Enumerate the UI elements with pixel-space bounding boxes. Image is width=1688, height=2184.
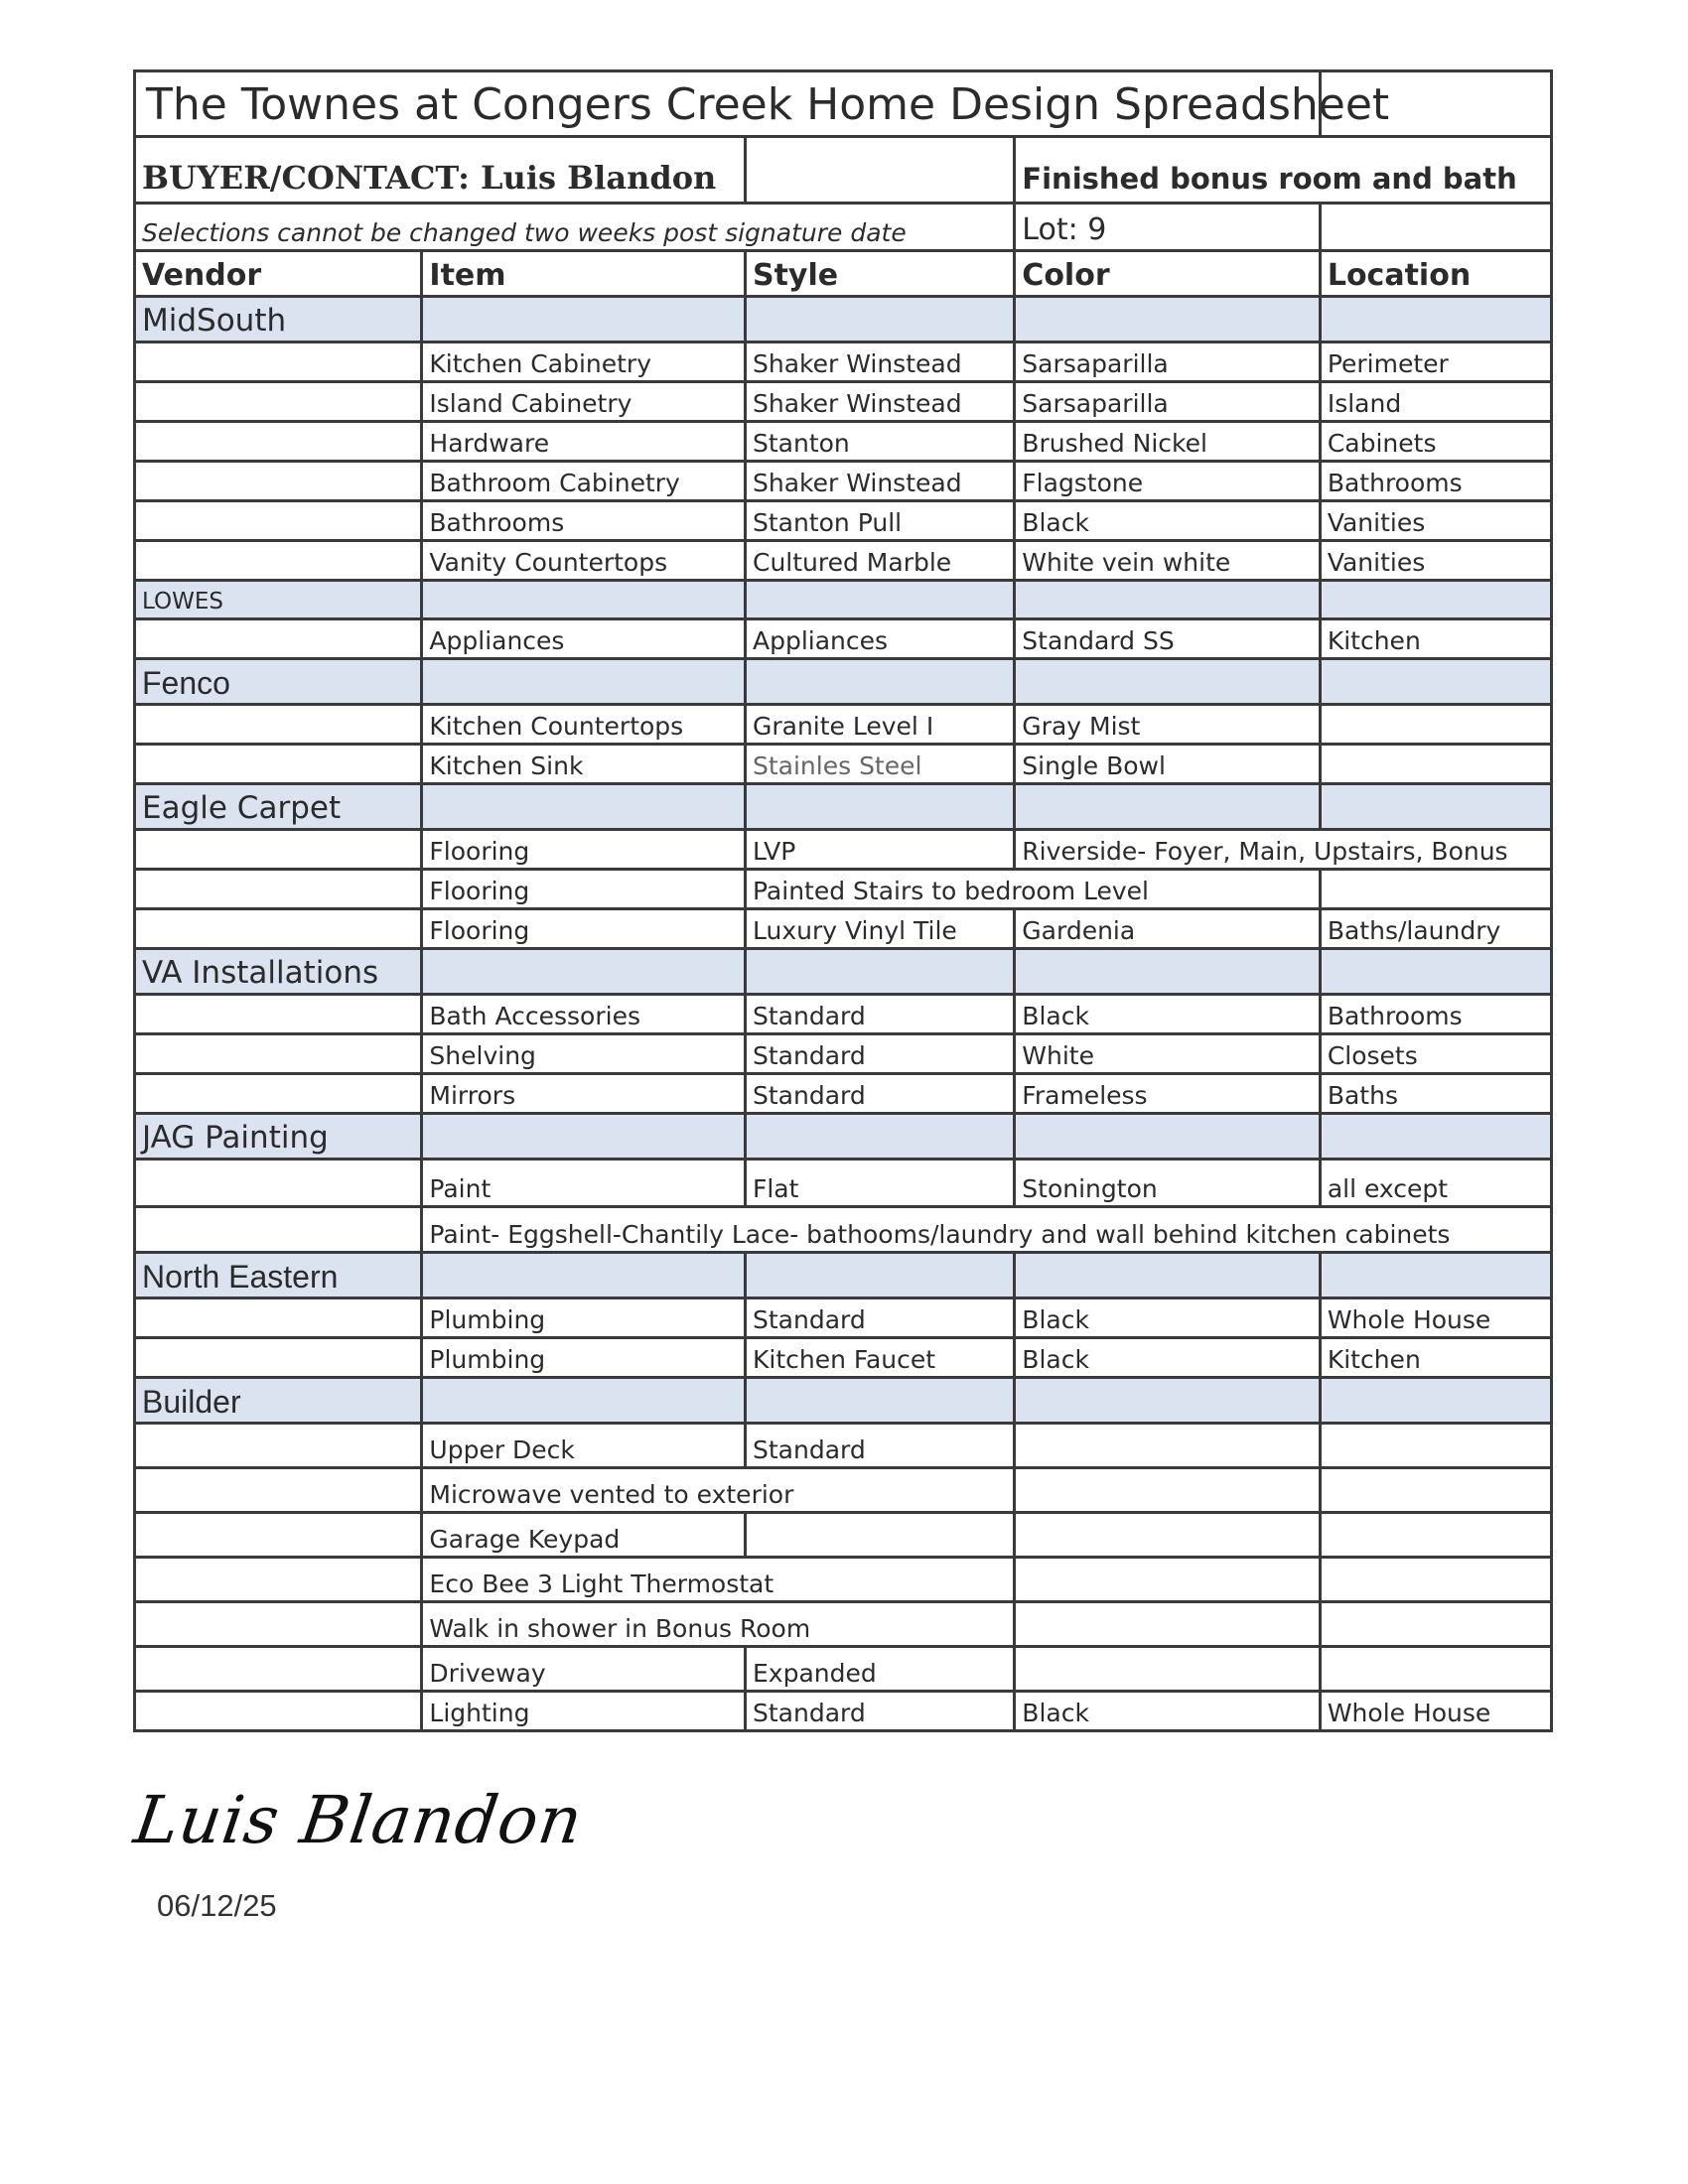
table-row (135, 342, 1552, 382)
table-row (135, 382, 1552, 422)
table-row (135, 1160, 1552, 1207)
empty-cell (1320, 204, 1551, 251)
table-row (135, 501, 1552, 541)
vendor-name: JAG Painting (135, 1114, 422, 1160)
style-cell: Shaker Winstead (745, 462, 1014, 501)
color-cell: Flagstone (1015, 462, 1321, 501)
style-cell: Standard (745, 1034, 1014, 1074)
style-cell: Standard (745, 1424, 1014, 1468)
vendor-row (135, 581, 1552, 619)
location-cell (1320, 745, 1551, 784)
item-cell: Driveway (422, 1647, 746, 1692)
buyer-contact: BUYER/CONTACT: Luis Blandon (135, 137, 746, 204)
item-cell: Flooring (422, 909, 746, 949)
location-cell: all except (1320, 1160, 1551, 1207)
item-cell: Walk in shower in Bonus Room (422, 1602, 1015, 1647)
option-note: Finished bonus room and bath (1015, 137, 1552, 204)
design-spreadsheet (133, 69, 1553, 1732)
table-row (135, 462, 1552, 501)
location-cell: Whole House (1320, 1692, 1551, 1731)
color-cell: Brushed Nickel (1015, 422, 1321, 462)
vendor-row (135, 1114, 1552, 1160)
vendor-row (135, 1378, 1552, 1424)
item-cell: Island Cabinetry (422, 382, 746, 422)
color-cell: Black (1015, 1298, 1321, 1338)
column-header-row (135, 251, 1552, 297)
vendor-name: Builder (135, 1378, 422, 1424)
table-row (135, 541, 1552, 581)
style-cell: Painted Stairs to bedroom Level (745, 870, 1320, 909)
location-cell: Baths (1320, 1074, 1551, 1114)
column-header: Color (1015, 251, 1321, 297)
vendor-name: LOWES (135, 581, 422, 619)
item-cell: Mirrors (422, 1074, 746, 1114)
item-cell: Bath Accessories (422, 995, 746, 1034)
table-row (135, 1558, 1552, 1602)
color-cell: Standard SS (1015, 619, 1321, 659)
color-cell: Single Bowl (1015, 745, 1321, 784)
location-cell: Vanities (1320, 541, 1551, 581)
table-row (135, 995, 1552, 1034)
item-cell: Paint (422, 1160, 746, 1207)
item-cell: Eco Bee 3 Light Thermostat (422, 1558, 1015, 1602)
empty-cell (745, 137, 1014, 204)
vendor-row (135, 784, 1552, 830)
vendor-row (135, 949, 1552, 995)
item-cell: Garage Keypad (422, 1513, 746, 1558)
signature-date: 06/12/25 (157, 1888, 277, 1923)
sheet-title: The Townes at Congers Creek Home Design Spreadsheet (135, 71, 1321, 137)
column-header: Location (1320, 251, 1551, 297)
table-row (135, 1468, 1552, 1513)
vendor-row (135, 297, 1552, 342)
item-cell: Appliances (422, 619, 746, 659)
style-cell: Standard (745, 1692, 1014, 1731)
color-cell: Frameless (1015, 1074, 1321, 1114)
color-cell: Gardenia (1015, 909, 1321, 949)
item-cell: Microwave vented to exterior (422, 1468, 1015, 1513)
color-cell: Black (1015, 1692, 1321, 1731)
paint-note: Paint- Eggshell-Chantily Lace- bathooms/laundry and wall behind kitchen cabinets (422, 1207, 1552, 1253)
vendor-name: MidSouth (135, 297, 422, 342)
color-cell: Sarsaparilla (1015, 382, 1321, 422)
style-cell: Expanded (745, 1647, 1014, 1692)
table-row (135, 1298, 1552, 1338)
location-cell: Baths/laundry (1320, 909, 1551, 949)
table-row (135, 1338, 1552, 1378)
color-cell: Riverside- Foyer, Main, Upstairs, Bonus (1015, 830, 1552, 870)
table-row (135, 830, 1552, 870)
vendor-name: Eagle Carpet (135, 784, 422, 830)
table-row (135, 1692, 1552, 1731)
color-cell: Stonington (1015, 1160, 1321, 1207)
vendor-row (135, 1253, 1552, 1298)
color-cell: Sarsaparilla (1015, 342, 1321, 382)
style-cell: Stainles Steel (745, 745, 1014, 784)
column-header: Style (745, 251, 1014, 297)
buyer-signature: Luis Blandon (129, 1782, 588, 1858)
location-cell: Whole House (1320, 1298, 1551, 1338)
location-cell: Bathrooms (1320, 462, 1551, 501)
style-cell: Stanton Pull (745, 501, 1014, 541)
style-cell: Stanton (745, 422, 1014, 462)
item-cell: Hardware (422, 422, 746, 462)
color-cell: White (1015, 1034, 1321, 1074)
style-cell: Luxury Vinyl Tile (745, 909, 1014, 949)
item-cell: Flooring (422, 870, 746, 909)
style-cell: LVP (745, 830, 1014, 870)
style-cell: Shaker Winstead (745, 342, 1014, 382)
item-cell: Shelving (422, 1034, 746, 1074)
item-cell: Plumbing (422, 1338, 746, 1378)
location-cell: Kitchen (1320, 619, 1551, 659)
item-cell: Vanity Countertops (422, 541, 746, 581)
table-row (135, 1513, 1552, 1558)
color-cell: Gray Mist (1015, 705, 1321, 745)
color-cell: Black (1015, 501, 1321, 541)
style-cell: Granite Level I (745, 705, 1014, 745)
table-row (135, 422, 1552, 462)
location-cell: Closets (1320, 1034, 1551, 1074)
table-row (135, 870, 1552, 909)
item-cell: Kitchen Cabinetry (422, 342, 746, 382)
column-header: Item (422, 251, 746, 297)
table-row (135, 1074, 1552, 1114)
location-cell: Vanities (1320, 501, 1551, 541)
item-cell: Plumbing (422, 1298, 746, 1338)
color-cell: White vein white (1015, 541, 1321, 581)
item-cell: Flooring (422, 830, 746, 870)
table-row (135, 909, 1552, 949)
style-cell: Standard (745, 995, 1014, 1034)
lot-number: Lot: 9 (1015, 204, 1321, 251)
vendor-name: VA Installations (135, 949, 422, 995)
table-row (135, 619, 1552, 659)
vendor-name: Fenco (135, 659, 422, 705)
style-cell: Standard (745, 1298, 1014, 1338)
item-cell: Upper Deck (422, 1424, 746, 1468)
item-cell: Lighting (422, 1692, 746, 1731)
table-row (135, 705, 1552, 745)
table-row (135, 1034, 1552, 1074)
vendor-name: North Eastern (135, 1253, 422, 1298)
style-cell: Kitchen Faucet (745, 1338, 1014, 1378)
column-header: Vendor (135, 251, 422, 297)
table-row (135, 1424, 1552, 1468)
item-cell: Kitchen Countertops (422, 705, 746, 745)
style-cell: Shaker Winstead (745, 382, 1014, 422)
color-cell: Black (1015, 1338, 1321, 1378)
style-cell: Appliances (745, 619, 1014, 659)
style-cell: Flat (745, 1160, 1014, 1207)
location-cell: Bathrooms (1320, 995, 1551, 1034)
location-cell (1320, 705, 1551, 745)
change-notice: Selections cannot be changed two weeks post signature date (135, 204, 1015, 251)
location-cell: Perimeter (1320, 342, 1551, 382)
item-cell: Bathroom Cabinetry (422, 462, 746, 501)
style-cell: Cultured Marble (745, 541, 1014, 581)
style-cell: Standard (745, 1074, 1014, 1114)
table-row (135, 745, 1552, 784)
item-cell: Kitchen Sink (422, 745, 746, 784)
item-cell: Bathrooms (422, 501, 746, 541)
location-cell: Cabinets (1320, 422, 1551, 462)
location-cell: Island (1320, 382, 1551, 422)
location-cell: Kitchen (1320, 1338, 1551, 1378)
vendor-row (135, 659, 1552, 705)
table-row (135, 1207, 1552, 1253)
table-row (135, 1602, 1552, 1647)
table-row (135, 1647, 1552, 1692)
color-cell: Black (1015, 995, 1321, 1034)
